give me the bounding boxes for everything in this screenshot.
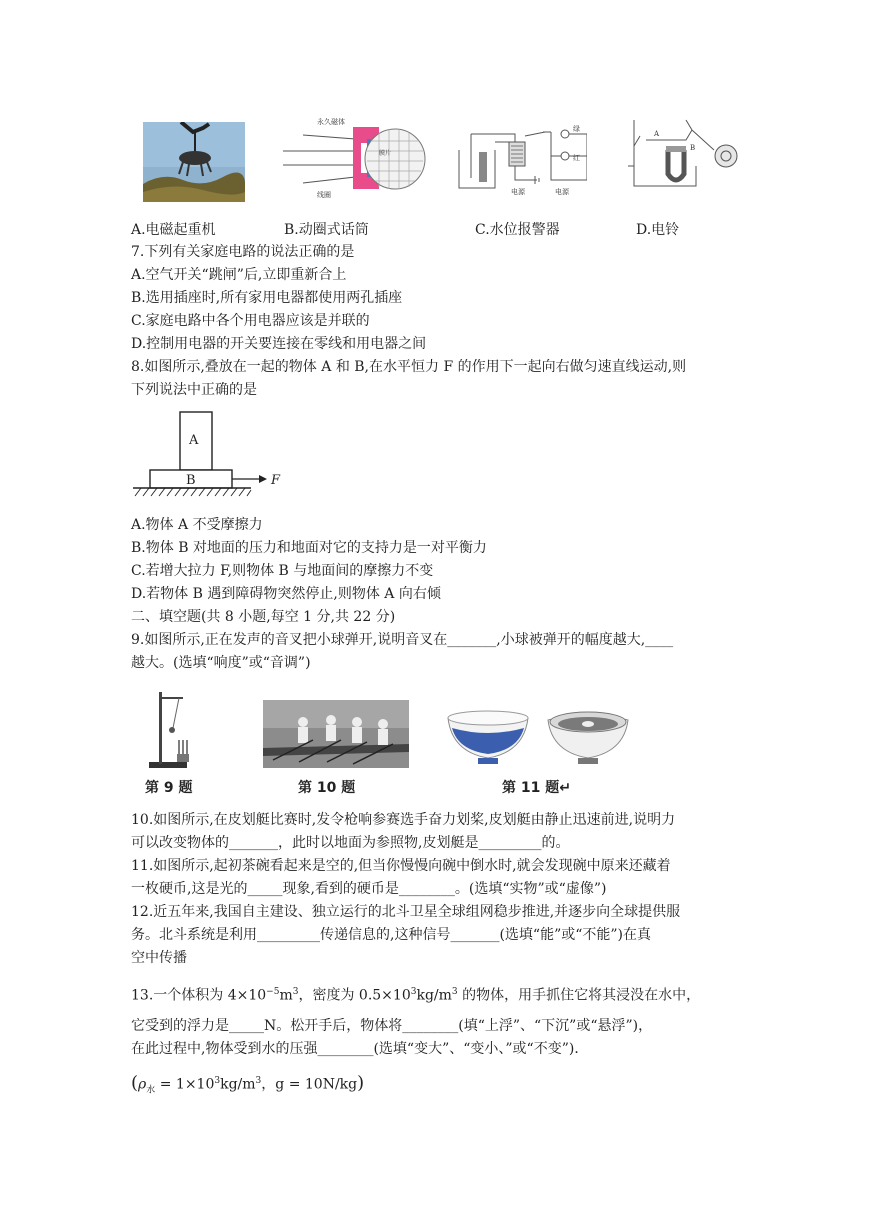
q7-option-d: D.控制用电器的开关要连接在零线和用电器之间 [131, 336, 427, 352]
caption-q9: 第 9 题 [145, 780, 193, 796]
bell-a-label: A [654, 130, 660, 138]
q12-line-2: 务。北斗系统是利用_________传递信息的,这种信号_______(选填“能”或“不能”)在真 [131, 927, 652, 943]
q8-option-a: A.物体 A 不受摩擦力 [131, 517, 263, 533]
formula-b: kg/m [220, 1076, 256, 1093]
water-alarm-diagram [455, 122, 587, 198]
block-a-label: A [189, 433, 199, 448]
q10-line-2: 可以改变物体的_______，此时以地面为参照物,皮划艇是_________的。 [131, 835, 570, 851]
bowl-blue-photo [446, 708, 530, 766]
alarm-power-label-2: 电源 [555, 188, 569, 196]
q13-exp-2: 3 [292, 987, 299, 997]
formula-exp-1: 3 [214, 1076, 221, 1086]
q8-stem-line-1: 8.如图所示,叠放在一起的物体 A 和 B,在水平恒力 F 的作用下一起向右做匀速直线运动,则 [131, 359, 687, 375]
q13-formula: ($\rho_水 = 1\times 10^3kg/m^3$，g = 10N/kg) [131, 1072, 365, 1096]
q13-exp-1: −5 [266, 987, 280, 997]
caption-q10: 第 10 题 [298, 780, 356, 796]
stacked-blocks-diagram [131, 410, 291, 502]
caption-q11: 第 11 题↵ [502, 780, 571, 796]
formula-sub: 水 [146, 1085, 156, 1096]
q7-stem: 7.下列有关家庭电路的说法正确的是 [131, 244, 355, 260]
q11-line-1: 11.如图所示,起初茶碗看起来是空的,但当你慢慢向碗中倒水时,就会发现碗中原来还藏着 [131, 858, 671, 874]
q7-option-a: A.空气开关“跳闸”后,立即重新合上 [131, 267, 347, 283]
microphone-diagram [283, 113, 431, 205]
q13-line-1-e: 的物体，用手抓住它将其浸没在水中， [457, 987, 701, 1004]
q8-option-c: C.若增大拉力 F,则物体 B 与地面间的摩擦力不变 [131, 563, 434, 579]
q7-option-c: C.家庭电路中各个用电器应该是并联的 [131, 313, 370, 329]
mic-coil-label: 线圈 [317, 191, 331, 199]
q8-stem-line-2: 下列说法中正确的是 [131, 382, 257, 398]
formula-c: ，g = 10N/kg [261, 1076, 358, 1093]
rowing-photo [263, 700, 409, 768]
q13-exp-3: 3 [410, 987, 417, 997]
q12-line-3: 空中传播 [131, 950, 187, 966]
q11-line-2: 一枚硬币,这是光的_____现象,看到的硬币是________。(选填“实物”或“虚像”) [131, 881, 607, 897]
formula-a: = 1×10 [155, 1076, 215, 1093]
q10-line-1: 10.如图所示,在皮划艇比赛时,发令枪响参赛选手奋力划桨,皮划艇由静止迅速前进,说明力 [131, 812, 676, 828]
alarm-green-label: 绿 [573, 125, 580, 133]
q6-option-d: D.电铃 [636, 222, 680, 238]
q13-line-2: 它受到的浮力是_____N。松开手后，物体将________(填“上浮”、“下沉”或“悬浮”)， [131, 1018, 653, 1034]
q13-line-1-a: 13.一个体积为 4×10 [131, 987, 267, 1004]
crane-photo [143, 122, 245, 202]
section-2-heading: 二、填空题(共 8 小题,每空 1 分,共 22 分) [131, 609, 396, 625]
q8-option-b: B.物体 B 对地面的压力和地面对它的支持力是一对平衡力 [131, 540, 487, 556]
bell-b-label: B [690, 144, 696, 152]
formula-exp-2: 3 [255, 1076, 262, 1086]
electric-bell-diagram [626, 116, 738, 196]
q9-line-2: 越大。(选填“响度”或“音调”) [131, 655, 311, 671]
q13-exp-4: 3 [451, 987, 458, 997]
q6-option-c: C.水位报警器 [475, 222, 560, 238]
tuning-fork-photo [143, 688, 193, 770]
q13-line-1 [131, 982, 700, 1006]
formula-rho: ρ [138, 1076, 147, 1093]
q9-line-1: 9.如图所示,正在发声的音叉把小球弹开,说明音叉在_______,小球被弹开的幅度越大,____ [131, 632, 674, 648]
q13-line-3: 在此过程中,物体受到水的压强________(选填“变大”、“变小、”或“不变”)． [131, 1041, 589, 1057]
q12-line-1: 12.近五年来,我国自主建设、独立运行的北斗卫星全球组网稳步推进,并逐步向全球提供服 [131, 904, 681, 920]
bowl-coin-photo [546, 708, 630, 766]
mic-magnet-label: 永久磁体 [317, 118, 345, 126]
q6-option-b: B.动圈式话筒 [284, 222, 369, 238]
q6-option-a: A.电磁起重机 [131, 222, 216, 238]
q13-line-1-b: m [279, 987, 293, 1004]
force-f-label: F [271, 473, 281, 488]
q8-option-d: D.若物体 B 遇到障碍物突然停止,则物体 A 向右倾 [131, 586, 441, 602]
q13-line-1-c: ，密度为 0.5×10 [298, 987, 411, 1004]
block-b-label: B [186, 473, 196, 488]
alarm-red-label: 红 [573, 154, 580, 162]
q7-option-b: B.选用插座时,所有家用电器都使用两孔插座 [131, 290, 403, 306]
alarm-power-label-1: 电源 [511, 188, 525, 196]
mic-membrane-label: 膜片 [379, 150, 392, 157]
q13-line-1-d: kg/m [416, 987, 452, 1004]
